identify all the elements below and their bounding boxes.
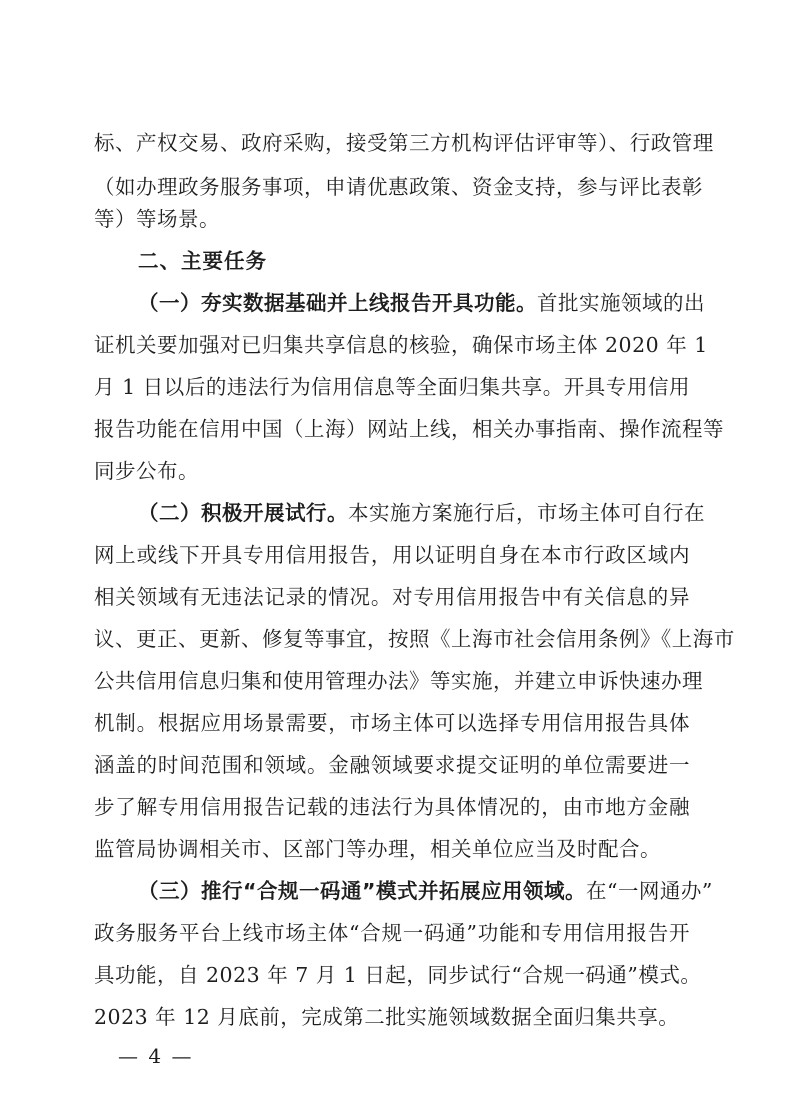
task2-line-4: 议、更正、更新、修复等事宜，按照《上海市社会信用条例》《上海市 bbox=[94, 627, 735, 651]
task1-first-line bbox=[138, 291, 705, 315]
task1-line-2: 证机关要加强对已归集共享信息的核验，确保市场主体 2020 年 1 bbox=[94, 333, 708, 357]
intro-line-1: 标、产权交易、政府采购，接受第三方机构评估评审等）、行政管理 bbox=[94, 131, 714, 155]
task2-line-6: 机制。根据应用场景需要，市场主体可以选择专用信用报告具体 bbox=[94, 711, 690, 735]
task1-first-line-rest: 首批实施领域的出 bbox=[537, 291, 705, 315]
task3-line-4: 2023 年 12 月底前，完成第二批实施领域数据全面归集共享。 bbox=[94, 1005, 680, 1029]
task2-first-line bbox=[138, 501, 705, 525]
page-number: — 4 — bbox=[118, 1044, 194, 1068]
task3-line-2: 政务服务平台上线市场主体“合规一码通”功能和专用信用报告开 bbox=[94, 921, 690, 945]
task2-line-3: 相关领域有无违法记录的情况。对专用信用报告中有关信息的异 bbox=[94, 585, 690, 609]
task2-first-line-rest: 本实施方案施行后，市场主体可自行在 bbox=[348, 501, 705, 525]
intro-line-2: （如办理政务服务事项，申请优惠政策、资金支持，参与评比表彰 bbox=[94, 175, 703, 199]
task2-line-5: 公共信用信息归集和使用管理办法》等实施，并建立申诉快速办理 bbox=[94, 669, 703, 693]
task3-line-3: 具功能，自 2023 年 7 月 1 日起，同步试行“合规一码通”模式。 bbox=[94, 963, 702, 987]
section-heading: 二、主要任务 bbox=[138, 249, 267, 273]
task2-line-2: 网上或线下开具专用信用报告，用以证明自身在本市行政区域内 bbox=[94, 543, 690, 567]
task2-line-9: 监管局协调相关市、区部门等办理，相关单位应当及时配合。 bbox=[94, 837, 661, 861]
task1-line-4: 报告功能在信用中国（上海）网站上线，相关办事指南、操作流程等 bbox=[94, 417, 724, 441]
task2-title: （二）积极开展试行。 bbox=[138, 501, 348, 525]
task2-line-8: 步了解专用信用报告记载的违法行为具体情况的，由市地方金融 bbox=[94, 795, 690, 819]
intro-line-3: 等）等场景。 bbox=[94, 207, 220, 231]
task2-line-7: 涵盖的时间范围和领域。金融领域要求提交证明的单位需要进一 bbox=[94, 753, 690, 777]
task3-title: （三）推行“合规一码通”模式并拓展应用领域。 bbox=[138, 879, 586, 903]
task3-first-line bbox=[138, 879, 713, 903]
task1-title: （一）夯实数据基础并上线报告开具功能。 bbox=[138, 291, 537, 315]
task1-line-3: 月 1 日以后的违法行为信用信息等全面归集共享。开具专用信用 bbox=[94, 375, 690, 399]
task1-line-5: 同步公布。 bbox=[94, 459, 199, 483]
task3-first-line-rest: 在“一网通办” bbox=[585, 879, 713, 903]
